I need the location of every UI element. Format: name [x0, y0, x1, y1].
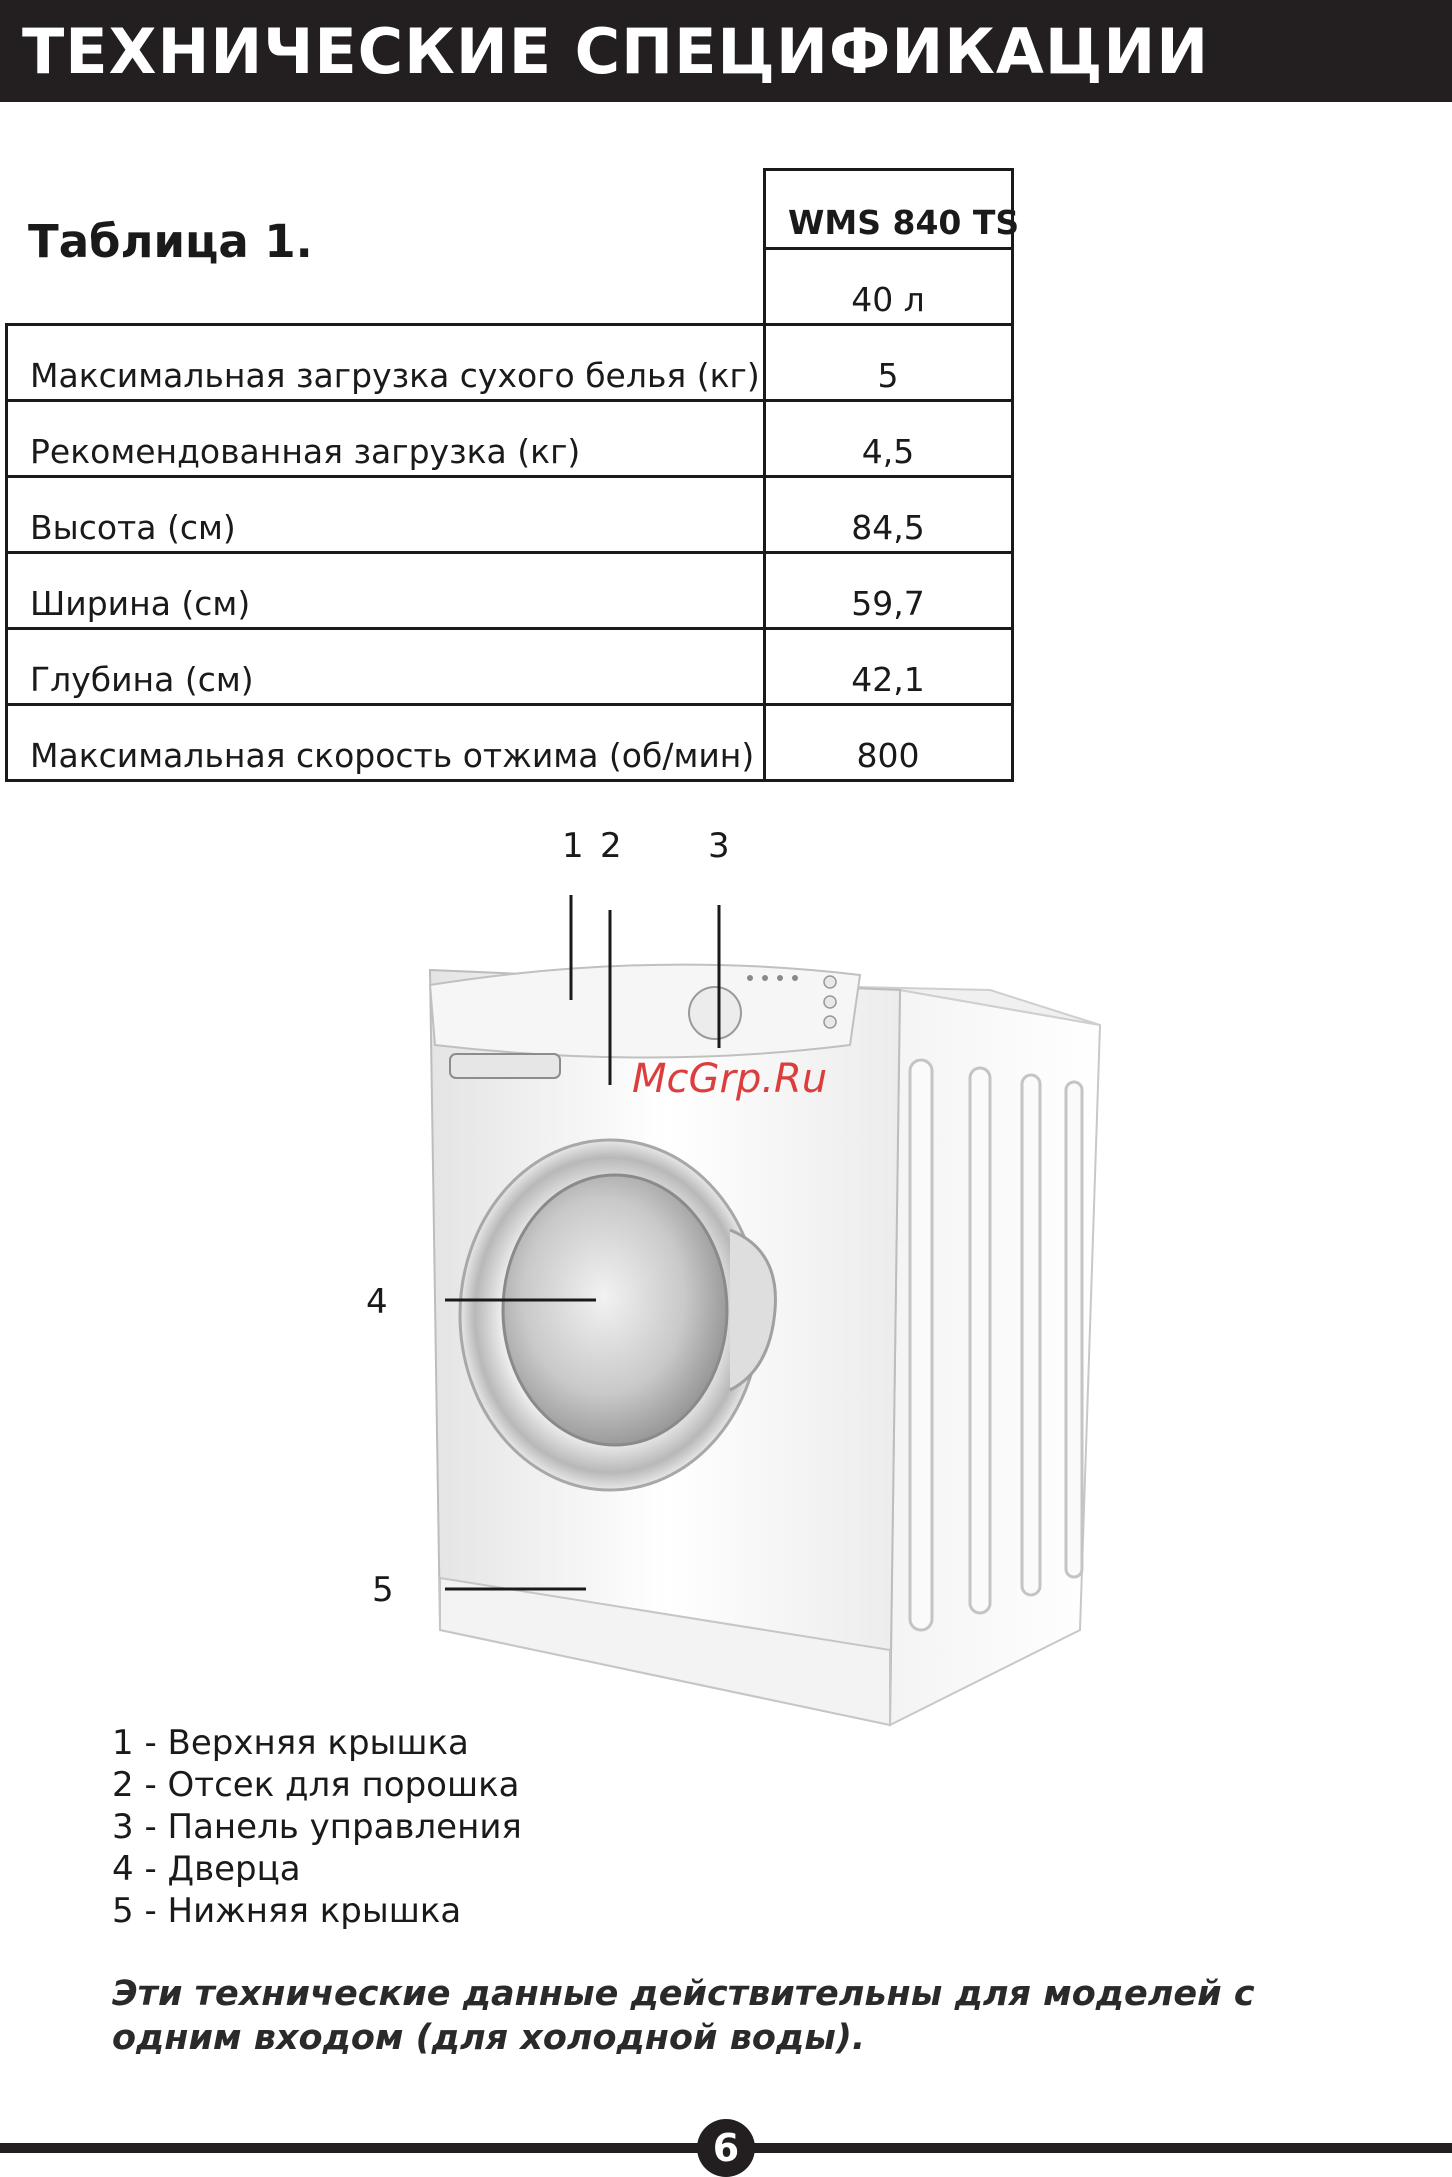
legend-item: 5 - Нижняя крышка [112, 1891, 462, 1931]
spec-value: 84,5 [851, 508, 925, 547]
side-rib [1022, 1075, 1040, 1595]
spec-label: Максимальная загрузка сухого белья (кг) [30, 356, 760, 395]
spec-value-cell [763, 703, 1014, 782]
spec-value-cell [763, 551, 1014, 630]
detergent-drawer [450, 1054, 560, 1078]
table-row [5, 475, 766, 554]
callout-number: 3 [708, 830, 730, 866]
spec-value: 42,1 [851, 660, 925, 699]
callout-number: 5 [372, 1570, 394, 1610]
panel-button [824, 996, 836, 1008]
header-bar [0, 0, 1452, 102]
callout-number: 1 [562, 830, 584, 866]
spec-value: 59,7 [851, 584, 925, 623]
callout-number: 2 [600, 830, 622, 866]
spec-value-cell [763, 399, 1014, 478]
indicator-dot [762, 975, 768, 981]
spec-value-cell [763, 627, 1014, 706]
note-text: Эти технические данные действительны для моделей с одним входом (для холодной воды). [112, 1974, 1255, 2058]
capacity-value: 40 л [851, 280, 925, 319]
spec-value: 800 [856, 736, 920, 775]
legend-item: 1 - Верхняя крышка [112, 1723, 469, 1763]
program-knob [689, 987, 741, 1039]
side-rib [970, 1068, 990, 1613]
table-title: Таблица 1. [28, 215, 313, 268]
legend-item: 3 - Панель управления [112, 1807, 522, 1847]
model-cell [763, 168, 1020, 250]
page-title: ТЕХНИЧЕСКИЕ СПЕЦИФИКАЦИИ [22, 15, 1210, 88]
legend-item: 2 - Отсек для порошка [112, 1765, 520, 1805]
table-row [5, 627, 766, 706]
spec-value-cell [763, 323, 1014, 402]
callout-number: 4 [366, 1282, 388, 1322]
indicator-dot [777, 975, 783, 981]
capacity-cell [763, 247, 1014, 326]
spec-label: Рекомендованная загрузка (кг) [30, 432, 581, 471]
legend-item: 4 - Дверца [112, 1849, 301, 1889]
door-glass [503, 1175, 727, 1445]
spec-value-cell [763, 475, 1014, 554]
watermark: McGrp.Ru [632, 1056, 828, 1102]
table-row [5, 323, 766, 402]
table-row [5, 703, 766, 782]
spec-value: 4,5 [861, 432, 915, 471]
panel-button [824, 1016, 836, 1028]
side-rib [910, 1060, 932, 1630]
page-number: 6 [697, 2119, 755, 2177]
table-row [5, 551, 766, 630]
spec-label: Высота (см) [30, 508, 236, 547]
spec-value: 5 [877, 356, 899, 395]
table-row [5, 399, 766, 478]
spec-label: Ширина (см) [30, 584, 251, 623]
side-rib [1066, 1082, 1082, 1577]
spec-label: Глубина (см) [30, 660, 254, 699]
model-name: WMS 840 TS [788, 203, 1020, 242]
parts-legend [112, 1722, 522, 1932]
washing-machine-figure [366, 830, 1150, 1730]
indicator-dot [792, 975, 798, 981]
panel-button [824, 976, 836, 988]
indicator-dot [747, 975, 753, 981]
spec-label: Максимальная скорость отжима (об/мин) [30, 736, 755, 775]
washing-machine-illustration [390, 830, 1150, 1730]
